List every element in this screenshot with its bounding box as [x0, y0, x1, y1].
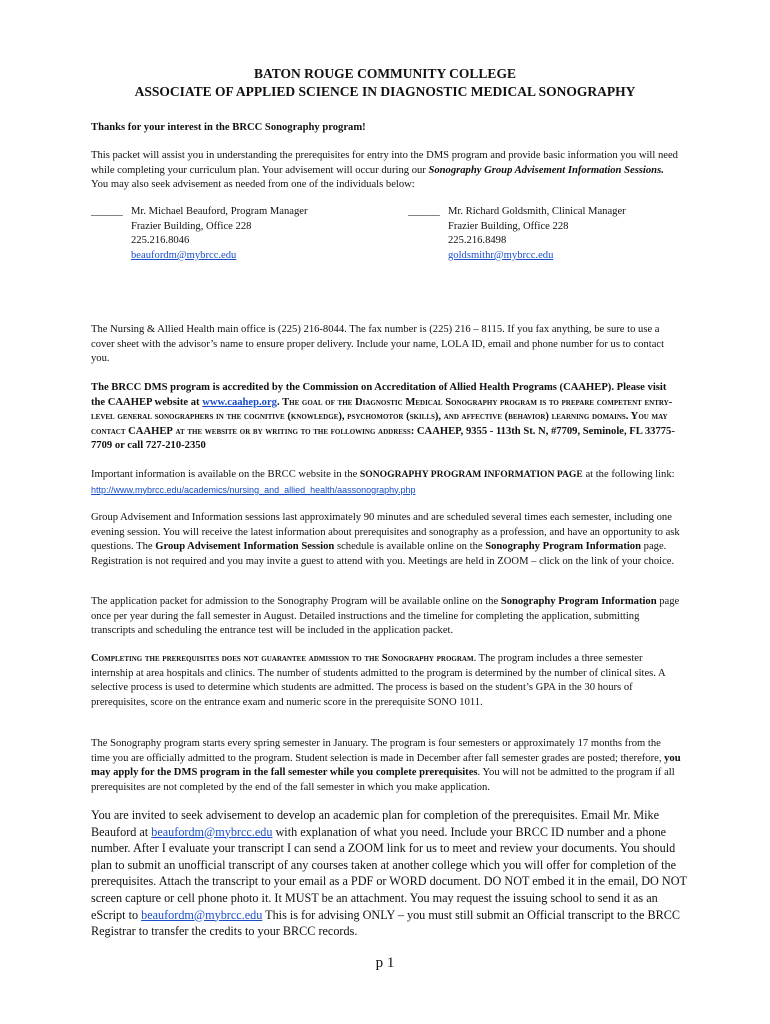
accred-caahep: CAAHEP: [128, 425, 173, 437]
program-title: ASSOCIATE OF APPLIED SCIENCE IN DIAGNOSTIC MEDICAL SONOGRAPHY: [134, 84, 636, 99]
contact-program-manager: [91, 205, 391, 265]
invite-text-b: with explanation of what you need. Include your BRCC ID number and a phone number. After I evaluate your transcript I can send a ZOOM link for us to meet and review your documents. You should plan to submit an unofficial transcript of any courses taken at another college which you will offer for completion of the prerequisites. Attach the transcript to your email as a PDF or WORD document. DO NOT embed it in the email, DO NOT screen capture or cell phone photo it. It MUST be an attachment. You may request the issuing school to send it as an eScript to: [91, 824, 687, 922]
completing-paragraph: [91, 652, 681, 710]
completing-text: . The program includes a three semester internship at area hospitals and clinics. The number of students admitted to the program is determined by the number of clinical sites. A selective process is used to determine which students are admitted. The process is based on the student’s GPA in the 30 hours of prerequisites, score on the entrance exam and numeric score in the prerequisite SONO 1011.: [91, 653, 666, 708]
office-paragraph: [91, 323, 681, 367]
invite-text-a: You are invited to seek advisement to develop an academic plan for completion of the prerequisites. Email Mr. Mike Beauford at: [91, 808, 660, 839]
application-text-a: The application packet for admission to the Sonography Program will be available online on the: [91, 596, 501, 607]
group-text-c: schedule is available online on the: [334, 541, 486, 553]
program-start-paragraph: [91, 737, 681, 795]
contact-office: Frazier Building, Office 228: [448, 220, 569, 232]
website-text-a: Important information is available on the BRCC website in the: [91, 469, 360, 480]
contact-email-link[interactable]: goldsmithr@mybrcc.edu: [448, 249, 554, 261]
page-number: p 1: [375, 955, 395, 971]
thanks-text: Thanks for your interest in the BRCC Sonography program!: [91, 122, 366, 133]
website-page-name: SONOGRAPHY PROGRAM INFORMATION PAGE: [359, 469, 583, 480]
advisement-invite-paragraph: [91, 807, 691, 940]
contact-phone: 225.216.8498: [448, 235, 507, 247]
starts-text-a: The Sonography program starts every spring semester in January. The program is four semesters or approximately 17 months from the time you are officially admitted to the program. Student selection is made in December after fall semester grades are posted; therefore,: [91, 738, 665, 764]
accred-address: CAAHEP, 9355 - 113th St. N, #7709, Seminole, FL 33775-7709 or call 727-210-2350: [91, 425, 675, 452]
invite-text-c: This is for advising ONLY – you must still submit an Official transcript to the BRCC Registrar to transfer the credits to your BRCC records.: [91, 907, 680, 939]
intro-paragraph: [91, 149, 681, 193]
thanks-line: [91, 121, 681, 136]
group-page-name: Sonography Program Information: [485, 541, 641, 553]
application-paragraph: [91, 595, 681, 639]
intro-text-a: This packet will assist you in understanding the prerequisites for entry into the DMS program and provide basic information you will need while completing your curriculum plan. Your advisement will occur during our: [91, 150, 678, 176]
contact-name: Mr. Michael Beauford, Program Manager: [131, 206, 308, 217]
contact-name: Mr. Richard Goldsmith, Clinical Manager: [448, 206, 626, 217]
contact-clinical-manager: [408, 205, 708, 265]
website-paragraph: [91, 468, 681, 498]
group-text-e: page. Registration is not required and you may invite a guest to attend with you. Meetings are held in ZOOM – click on the link of your choice.: [91, 541, 675, 567]
application-text-c: page once per year during the fall semester in August. Detailed instructions and the timeline for completing the application, submitting transcripts and scheduling the entrance test will be included in the application packet.: [91, 596, 680, 637]
starts-text-c: . You will not be admitted to the program if all prerequisites are not completed by the end of the fall semester in which you make application.: [91, 767, 675, 793]
completing-heading: Completing the prerequisites does not guarantee admission to the Sonography program: [91, 653, 474, 664]
college-title: BATON ROUGE COMMUNITY COLLEGE: [254, 66, 516, 81]
application-page-name: Sonography Program Information: [500, 596, 657, 607]
intro-sessions-name: Sonography Group Advisement Information Sessions.: [428, 164, 664, 176]
accred-text-a: The BRCC DMS program is accredited by the Commission on Accreditation of Allied Health Programs (CAAHEP). Please visit the CAAHEP website at: [91, 382, 667, 408]
checkbox-blank: ______: [408, 206, 440, 217]
contact-office: Frazier Building, Office 228: [131, 220, 252, 232]
group-advisement-paragraph: [91, 511, 681, 569]
intro-text-c: You may also seek advisement as needed from one of the individuals below:: [91, 179, 415, 191]
accred-text-d: at the website or by writing to the following address:: [172, 425, 417, 437]
accreditation-paragraph: [91, 381, 681, 454]
office-text: The Nursing & Allied Health main office is (225) 216-8044. The fax number is (225) 216 – 8115. If you fax anything, be sure to use a cover sheet with the advisor’s name to ensure proper delivery. Include your name, LOLA ID, email and phone number for us to contact you.: [91, 324, 665, 365]
checkbox-blank: ______: [91, 206, 123, 217]
caahep-link[interactable]: www.caahep.org: [202, 396, 277, 408]
starts-emphasis: you may apply for the DMS program in the fall semester while you complete prerequisites: [91, 752, 681, 779]
website-text-c: at the following link:: [582, 469, 675, 480]
invite-email-link-2[interactable]: beaufordm@mybrcc.edu: [141, 907, 263, 922]
accred-text-b: . The goal of the Diagnostic Medical Sonography program is to prepare competent entry-level general sonographers in the cognitive (knowledge), psychomotor (skills), and affective (behavior) learning domains. You may contact: [91, 396, 673, 437]
group-session-name: Group Advisement Information Session: [155, 541, 335, 553]
group-text-a: Group Advisement and Information sessions last approximately 90 minutes and are scheduled several times each semester, including one evening session. You will receive the latest information about prerequisites and sonography as a profession, and have an opportunity to ask questions. The: [91, 512, 680, 553]
contact-phone: 225.216.8046: [131, 235, 190, 247]
contact-email-link[interactable]: beaufordm@mybrcc.edu: [131, 249, 237, 261]
invite-email-link-1[interactable]: beaufordm@mybrcc.edu: [151, 824, 273, 839]
website-url-link[interactable]: http://www.mybrcc.edu/academics/nursing_and_allied_health/aassonography.php: [91, 484, 416, 495]
